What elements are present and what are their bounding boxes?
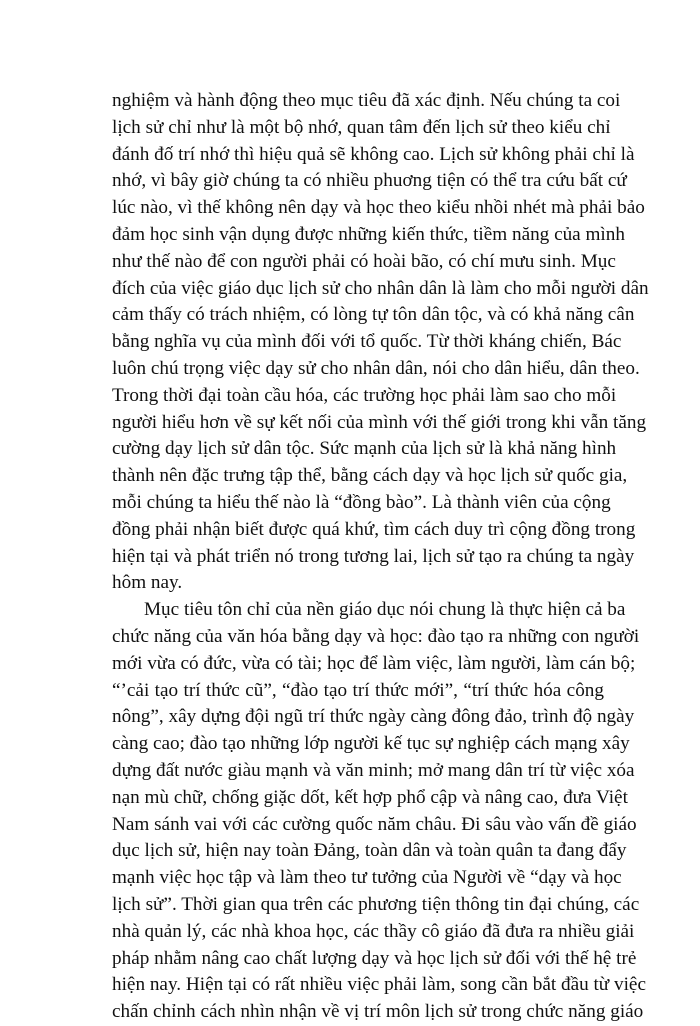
text-line: “’cải tạo trí thức cũ”, “đào tạo trí thức mới”, “trí thức hóa công xyxy=(112,679,604,701)
text-line: hôm nay. xyxy=(112,572,183,594)
text-line: đồng phải nhận biết được quá khứ, tìm cách duy trì cộng đồng trong xyxy=(112,518,636,540)
text-line: lịch sử”. Thời gian qua trên các phương tiện thông tin đại chúng, các xyxy=(112,893,640,915)
text-line: nghiệm và hành động theo mục tiêu đã xác định. Nếu chúng ta coi xyxy=(112,90,621,111)
text-line: như thế nào để con người phải có hoài bão, có chí mưu sinh. Mục xyxy=(112,250,616,272)
text-line: mạnh việc học tập và làm theo tư tưởng của Người về “dạy và học xyxy=(112,867,622,889)
paragraph xyxy=(112,597,646,1026)
text-line: nông”, xây dựng đội ngũ trí thức ngày càng đông đảo, trình độ ngày xyxy=(112,706,635,728)
text-line: nhà quản lý, các nhà khoa học, các thầy cô giáo đã đưa ra nhiều giải xyxy=(112,920,635,942)
text-line: thành nên đặc trưng tập thể, bằng cách dạy và học lịch sử quốc gia, xyxy=(112,465,628,487)
text-line: pháp nhằm nâng cao chất lượng dạy và học lịch sử đối với thế hệ trẻ xyxy=(112,947,637,969)
text-line: dựng đất nước giàu mạnh và văn minh; mở mang dân trí từ việc xóa xyxy=(112,759,635,781)
text-line: hiện nay. Hiện tại có rất nhiều việc phải làm, song cần bắt đầu từ việc xyxy=(112,974,646,996)
text-line: đánh đố trí nhớ thì hiệu quả sẽ không cao. Lịch sử không phải chỉ là xyxy=(112,143,635,165)
text-line: bằng nghĩa vụ của mình đối với tổ quốc. Từ thời kháng chiến, Bác xyxy=(112,331,622,353)
text-line: lịch sử chỉ như là một bộ nhớ, quan tâm đến lịch sử theo kiểu chỉ xyxy=(112,116,611,138)
text-line: chức năng của văn hóa bằng dạy và học: đào tạo ra những con người xyxy=(112,625,640,647)
text-line: nạn mù chữ, chống giặc dốt, kết hợp phổ cập và nâng cao, đưa Việt xyxy=(112,786,628,808)
text-line: Trong thời đại toàn cầu hóa, các trường học phải làm sao cho mỗi xyxy=(112,384,617,406)
text-line: đảm học sinh vận dụng được những kiến thức, tiềm năng của mình xyxy=(112,223,625,245)
text-line: càng cao; đào tạo những lớp người kế tục sự nghiệp cách mạng xây xyxy=(112,733,630,755)
text-line: luôn chú trọng việc dạy sử cho nhân dân, nói cho dân hiểu, dân theo. xyxy=(112,357,640,379)
text-line: cảm thấy có trách nhiệm, có lòng tự tôn dân tộc, và có khả năng cân xyxy=(112,304,635,326)
text-line: người hiểu hơn về sự kết nối của mình với thế giới trong khi vẫn tăng xyxy=(112,411,647,433)
text-line: cường dạy lịch sử dân tộc. Sức mạnh của lịch sử là khả năng hình xyxy=(112,438,617,460)
text-line: Nam sánh vai với các cường quốc năm châu. Đi sâu vào vấn đề giáo xyxy=(112,813,637,835)
text-line: hiện tại và phát triển nó trong tương lai, lịch sử tạo ra chúng ta ngày xyxy=(112,545,635,567)
paragraph xyxy=(112,88,649,597)
body-text xyxy=(112,88,649,1026)
text-line: mỗi chúng ta hiểu thế nào là “đồng bào”. Là thành viên của cộng xyxy=(112,491,611,513)
text-line: mới vừa có đức, vừa có tài; học để làm việc, làm người, làm cán bộ; xyxy=(112,652,636,674)
text-line: chấn chỉnh cách nhìn nhận về vị trí môn lịch sử trong chức năng giáo xyxy=(112,1001,644,1023)
text-line: nhớ, vì bây giờ chúng ta có nhiều phuơng tiện có thể tra cứu bất cứ xyxy=(112,170,627,192)
text-line: Mục tiêu tôn chỉ của nền giáo dục nói chung là thực hiện cả ba xyxy=(144,599,626,621)
text-line: lúc nào, vì thế không nên dạy và học theo kiểu nhồi nhét mà phải bảo xyxy=(112,197,645,219)
text-line: dục lịch sử, hiện nay toàn Đảng, toàn dân và toàn quân ta đang đẩy xyxy=(112,840,627,862)
text-line: đích của việc giáo dục lịch sử cho nhân dân là làm cho mỗi người dân xyxy=(112,277,649,299)
